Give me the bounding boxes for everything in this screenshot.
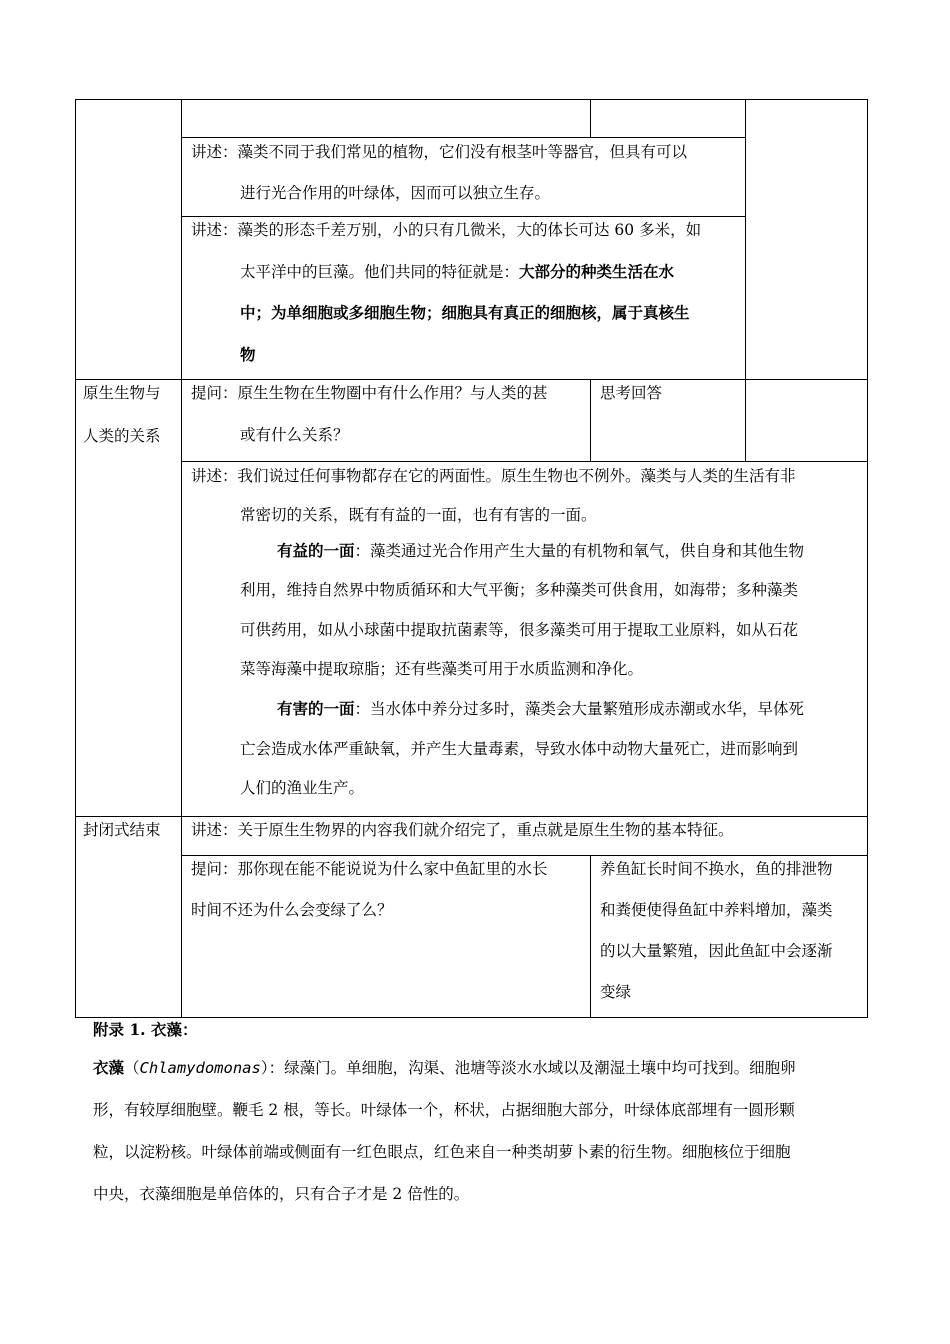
text-line: 亡会造成水体严重缺氧，并产生大量毒素，导致水体中动物大量死亡，进而影响到	[240, 740, 799, 758]
text-line: 形，有较厚细胞壁。鞭毛 2 根，等长。叶绿体一个，杯状，占据细胞大部分，叶绿体底部埋有一圆形颗	[93, 1101, 795, 1119]
table-border-right	[867, 99, 868, 1018]
text-line	[93, 1048, 796, 1088]
text-line: 原生生物与	[83, 384, 161, 402]
text-line: 或有什么关系？	[240, 426, 349, 444]
text-span: ：藻类通过光合作用产生大量的有机物和氧气，供自身和其他生物	[354, 542, 805, 560]
text-line: 人们的渔业生产。	[240, 779, 365, 797]
col-divider	[590, 379, 591, 461]
text-line: 菜等海藻中提取琼脂；还有些藻类可用于水质监测和净化。	[240, 660, 644, 678]
text-line: 讲述：藻类的形态千差万别，小的只有几微米，大的体长可达 60 多米，如	[191, 221, 702, 239]
text-line: 中央，衣藻细胞是单倍体的，只有合子才是 2 倍性的。	[93, 1185, 470, 1203]
text-span: （	[124, 1059, 140, 1077]
text-line: 和粪便使得鱼缸中养料增加，藻类	[600, 901, 833, 919]
text-line: 可供药用，如从小球菌中提取抗菌素等，很多藻类可用于提取工业原料，如从石花	[240, 621, 799, 639]
text-span: ：当水体中养分过多时，藻类会大量繁殖形成赤潮或水华，早体死	[354, 700, 805, 718]
table-border-left	[75, 99, 76, 1018]
text-line: 进行光合作用的叶绿体，因而可以独立生存。	[240, 184, 551, 202]
text-line: 养鱼缸长时间不换水，鱼的排泄物	[600, 860, 833, 878]
text-line	[277, 689, 804, 729]
text-line: 利用，维持自然界中物质循环和大气平衡；多种藻类可供食用，如海带；多种藻类	[240, 581, 799, 599]
text-line: 的以大量繁殖，因此鱼缸中会逐渐	[600, 942, 833, 960]
text-span: ）	[260, 1059, 269, 1077]
species-name: 衣藻	[93, 1058, 125, 1077]
key-point: 大部分的种类生活在水	[519, 262, 675, 281]
narration-closing: 讲述：关于原生生物界的内容我们就介绍完了，重点就是原生生物的基本特征。	[191, 821, 734, 839]
text-span: ：绿藻门。单细胞，沟渠、池塘等淡水水域以及潮湿土壤中均可找到。细胞卵	[268, 1059, 796, 1077]
col-divider	[745, 99, 746, 461]
text-line: 常密切的关系，既有有益的一面，也有有害的一面。	[240, 506, 597, 524]
key-point: 有益的一面	[277, 541, 355, 560]
student-activity: 思考回答	[600, 384, 663, 402]
text-line: 提问：原生生物在生物圈中有什么作用？与人类的甚	[191, 384, 548, 402]
text-line: 讲述：我们说过任何事物都存在它的两面性。原生生物也不例外。藻类与人类的生活有非	[191, 467, 796, 485]
key-point: 物	[240, 345, 256, 364]
text-line	[240, 252, 674, 292]
text-line: 时间不还为什么会变绿了么？	[191, 901, 393, 919]
col-divider	[590, 855, 591, 1018]
key-point: 中；为单细胞或多细胞生物；细胞具有真正的细胞核，属于真核生	[240, 303, 690, 322]
text-line: 提问：那你现在能不能说说为什么家中鱼缸里的水长	[191, 860, 548, 878]
text-line: 讲述：藻类不同于我们常见的植物，它们没有根茎叶等器官，但具有可以	[191, 143, 688, 161]
text-line	[277, 531, 804, 571]
text-line: 粒，以淀粉核。叶绿体前端或侧面有一红色眼点，红色来自一种类胡萝卜素的衍生物。细胞核位于细胞	[93, 1143, 791, 1161]
text-span: 太平洋中的巨藻。他们共同的特征就是：	[240, 263, 520, 281]
table-border-top	[75, 99, 868, 100]
text-line: 人类的关系	[83, 427, 161, 445]
key-point: 有害的一面	[277, 699, 355, 718]
appendix-title: 附录 1. 衣藻：	[93, 1020, 198, 1039]
col-divider	[181, 99, 182, 1018]
section-label-closing: 封闭式结束	[83, 821, 161, 839]
latin-name: Chlamydomonas	[139, 1059, 261, 1077]
text-line: 变绿	[600, 983, 632, 1001]
